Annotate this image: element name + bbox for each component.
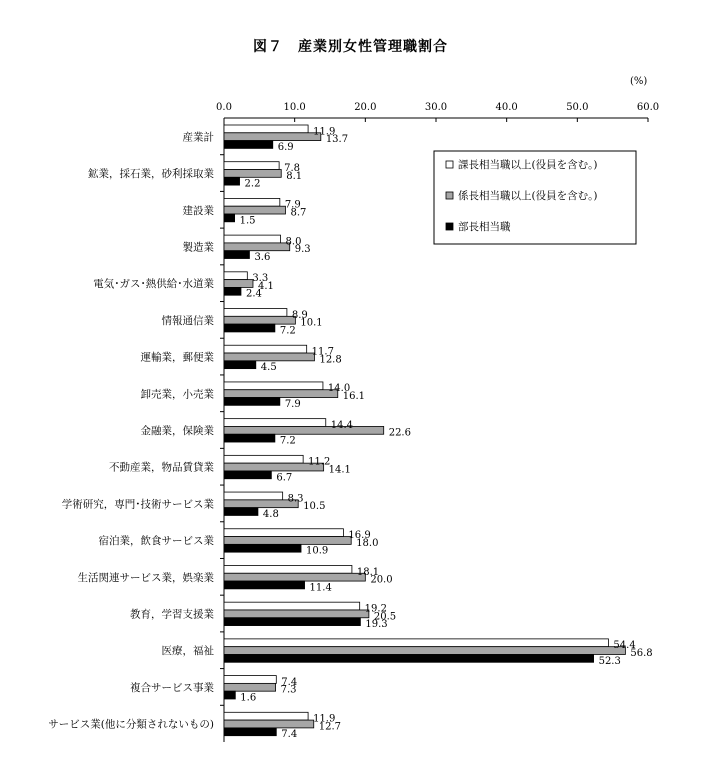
bar-series-1 [224,712,308,720]
data-label: 9.3 [294,244,311,256]
bar-series-1 [224,309,287,317]
x-tick-label: 50.0 [566,102,589,113]
bar-series-1 [224,162,279,170]
category-label: 医療，福祉 [161,645,214,658]
category-label: 卸売業，小売業 [140,388,214,401]
category-label-layer [48,130,214,730]
bar-series-1 [224,272,247,280]
bar-series-3 [224,581,305,589]
bar-series-3 [224,728,276,736]
bar-series-3 [224,471,271,479]
data-label: 11.9 [313,713,336,725]
bar-series-3 [224,618,360,626]
bar-series-2 [224,353,314,361]
data-label: 12.8 [319,354,342,366]
bar-series-2 [224,243,290,251]
data-label: 6.7 [276,472,293,484]
x-tick-label: 10.0 [283,102,306,113]
category-label: 産業計 [182,131,214,144]
bar-series-3 [224,508,258,516]
data-label: 1.5 [239,215,256,227]
chart-title: 図７ 産業別女性管理職割合 [253,39,448,55]
bar-series-2 [224,610,369,618]
data-label: 18.0 [356,537,379,549]
bar-series-2 [224,206,285,214]
data-label: 22.6 [388,427,411,439]
legend-swatch [446,161,453,168]
data-label: 14.4 [330,419,354,431]
data-label: 16.1 [342,391,366,403]
bar-series-2 [224,537,351,545]
bar-series-2 [224,720,314,728]
x-tick-label: 30.0 [424,102,448,113]
x-tick-layer [216,102,659,122]
data-label: 7.9 [284,199,301,211]
bar-series-2 [224,133,321,141]
category-label: 教育，学習支援業 [130,608,214,621]
bar-series-1 [224,565,352,573]
data-label: 56.8 [630,647,653,659]
data-label: 11.2 [308,456,331,468]
data-label: 18.1 [356,566,380,578]
data-label: 2.4 [245,288,262,300]
data-label: 7.2 [279,435,296,447]
data-label: 8.7 [290,207,307,219]
bar-series-1 [224,602,360,610]
category-label: 生活関連サービス業，娯楽業 [77,571,214,584]
category-label: サービス業(他に分類されないもの) [48,718,214,731]
bar-series-2 [224,683,276,691]
bar-series-3 [224,361,256,369]
category-label: 学術研究，専門･技術サービス業 [61,498,214,511]
data-label: 4.1 [257,280,274,292]
x-tick-label: 40.0 [495,102,518,113]
bar-series-1 [224,455,303,463]
data-label: 19.3 [365,619,388,631]
category-label: 運輸業，郵便業 [140,351,214,364]
data-label: 54.4 [613,640,636,652]
bar-series-2 [224,390,338,398]
data-label: 3.6 [254,252,271,264]
bar-series-2 [224,573,365,581]
category-label: 不動産業，物品賃貸業 [109,461,214,474]
data-label: 7.3 [280,684,297,696]
data-label: 11.7 [311,346,334,358]
bar-series-3 [224,287,241,295]
bar-series-3 [224,214,235,222]
data-label: 19.2 [364,603,387,615]
bar-series-2 [224,647,625,655]
bar-series-3 [224,141,273,149]
category-label: 複合サービス事業 [130,681,214,694]
bar-series-3 [224,691,235,699]
data-label: 11.4 [309,582,332,594]
data-label: 7.9 [284,398,301,410]
bar-series-3 [224,324,275,332]
unit-label: (%) [630,76,648,87]
category-label: 鉱業，採石業，砂利採取業 [88,168,214,181]
legend-swatch [446,223,453,230]
bar-series-1 [224,492,283,500]
category-label: 製造業 [182,241,214,254]
bar-series-1 [224,235,281,243]
category-label: 宿泊業，飲食サービス業 [98,535,214,548]
data-label: 4.8 [262,508,279,520]
legend-swatch [446,192,453,199]
bar-series-1 [224,529,343,537]
data-label: 11.9 [313,126,336,138]
bar-series-3 [224,398,280,406]
bar-series-2 [224,280,253,288]
data-label: 7.8 [284,163,301,175]
bar-series-1 [224,676,276,684]
legend [434,151,636,244]
bar-series-1 [224,345,307,353]
data-label: 6.9 [277,141,294,153]
data-label: 7.4 [281,676,298,688]
data-label: 2.2 [244,178,261,190]
data-label: 20.5 [373,611,397,623]
legend-label: 部長相当職 [458,221,511,233]
data-label: 10.5 [303,501,326,513]
bar-series-3 [224,434,275,442]
bar-series-3 [224,544,301,552]
bar-series-3 [224,654,594,662]
bar-series-1 [224,198,280,206]
data-label: 4.5 [260,362,277,374]
legend-label: 課長相当職以上(役員を含む。) [458,159,598,171]
data-label: 3.3 [252,273,269,285]
bar-series-1 [224,419,326,427]
data-label: 12.7 [318,721,342,733]
data-label: 16.9 [348,530,371,542]
data-label: 1.6 [240,692,257,704]
bar-series-2 [224,316,295,324]
data-label: 13.7 [325,134,349,146]
x-tick-label: 0.0 [216,102,232,113]
data-label: 14.0 [327,383,351,395]
category-label: 情報通信業 [161,314,214,327]
bar-series-3 [224,177,240,185]
data-label: 8.9 [291,309,308,321]
x-tick-label: 20.0 [354,102,377,113]
category-label: 建設業 [182,204,214,217]
data-label: 8.3 [287,493,304,505]
data-label: 20.0 [370,574,393,586]
category-label: 電気･ガス･熱供給･水道業 [93,278,214,291]
data-label: 14.1 [328,464,351,476]
x-tick-label: 60.0 [636,102,660,113]
data-label: 7.4 [281,729,298,741]
bar-series-3 [224,251,249,259]
bar-series-2 [224,426,384,434]
bar-series-2 [224,170,281,178]
legend-label: 係長相当職以上(役員を含む。) [458,190,598,202]
data-label: 8.0 [285,236,302,248]
data-label: 10.1 [300,317,323,329]
bar-series-1 [224,125,308,133]
data-label: 10.9 [306,545,329,557]
data-label: 52.3 [598,655,621,667]
data-label: 8.1 [286,170,303,182]
bar-series-1 [224,639,608,647]
data-label: 7.2 [279,325,296,337]
bar-series-1 [224,382,323,390]
category-label: 金融業，保険業 [140,425,214,437]
